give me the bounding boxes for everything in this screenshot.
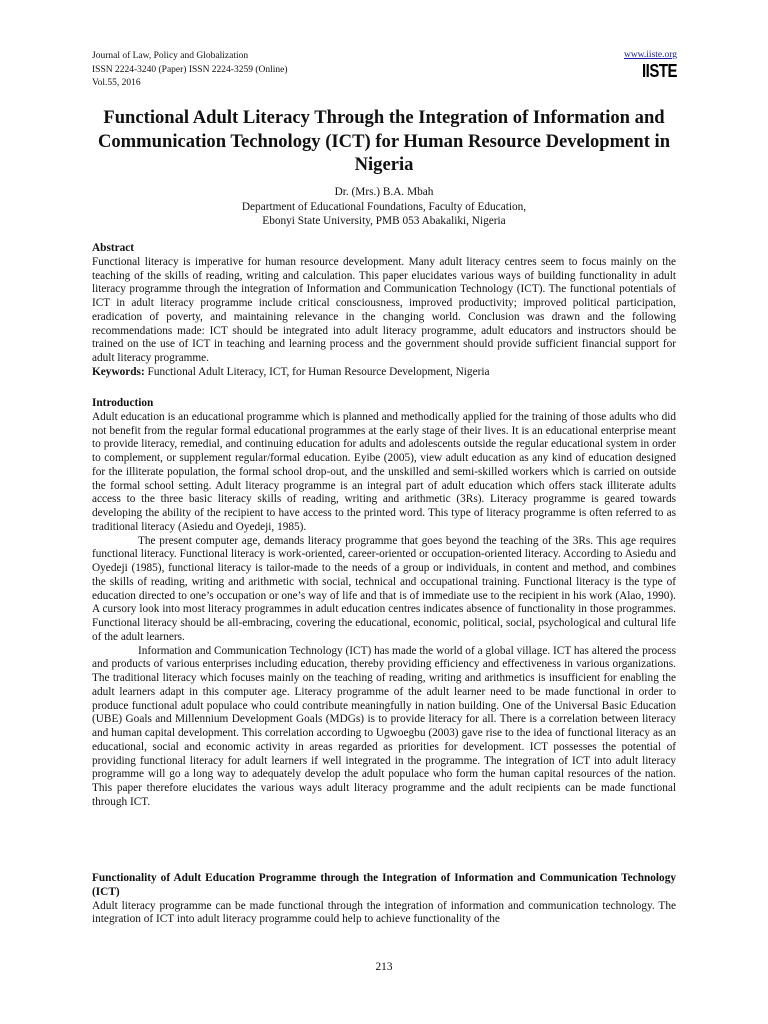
header-right (623, 50, 677, 82)
introduction-heading: Introduction (92, 397, 154, 409)
journal-issn: ISSN 2224-3240 (Paper) ISSN 2224-3259 (Online) (92, 64, 288, 75)
page-number: 213 (375, 961, 393, 973)
intro-paragraph-1: Adult education is an educational programme which is planned and methodically applied for the training of those adults who did not benefit from the regular formal educational programmes at the early stage of their lives. It is an educational enterprise meant to provide literacy, remedial, and continuing education for adults and adolescents outside the regular educational system in order to complement, or supplement regular/formal education. Eyibe (2005), view adult education as any kind of education designed for the illiterate population, the formal school drop-out, and the unskilled and semi-skilled workers which is carried on outside the formal school setting. Adult literacy programme is an integral part of adult education which offers stack illiterate adults access to the three basic literacy skills of reading, writing and arithmetic (3Rs). Literacy programme is geared towards developing the ability of the recipient to have access to the printed word. This type of literacy programme is often referred to as traditional literacy (Asiedu and Oyedeji, 1985). (92, 410, 676, 533)
keywords-label: Keywords: (92, 365, 145, 378)
iiste-logo: IISTE (641, 60, 677, 82)
section-functionality-text: Adult literacy programme can be made functional through the integration of information and communication technology. The integration of ICT into adult literacy programme could help to achieve functionality of the (92, 899, 676, 926)
website-link[interactable]: www.iiste.org (623, 50, 677, 60)
journal-header (92, 50, 288, 91)
author-name: Dr. (Mrs.) B.A. Mbah (334, 186, 434, 198)
section-functionality-heading: Functionality of Adult Education Programme through the Integration of Information and Communication Technology (ICT) (92, 872, 676, 898)
abstract-text: Functional literacy is imperative for human resource development. Many adult literacy centres seem to focus mainly on the teaching of the skills of reading, writing and calculation. This paper elucidates various ways of building functionality in adult literacy programme through the integration of Information and Communication Technology (ICT). The functional potentials of ICT in adult literacy programme include critical consciousness, improved productivity; improved political participation, eradication of poverty, and maintaining relevance in the changing world. Conclusion was drawn and the following recommendations made: ICT should be integrated into adult literacy programme, adult educators and instructors should be trained on the use of ICT in teaching and learning process and the government should provide sufficient financial support for adult literacy programme. (92, 255, 676, 364)
introduction-section (92, 397, 676, 810)
keywords-line (92, 366, 676, 380)
abstract-section (92, 242, 676, 380)
keywords-text: Functional Adult Literacy, ICT, for Human Resource Development, Nigeria (147, 365, 490, 378)
section-functionality (92, 872, 676, 927)
intro-paragraph-3: Information and Communication Technology (ICT) has made the world of a global village. ICT has altered the process and products of various enterprises including education, thereby providing efficiency and effectiveness in various organizations. The traditional literacy which focuses mainly on the teaching of reading, writing and arithmetics is insufficient for enabling the adult learners adapt in this computer age. Literacy programme of the adult learner need to be made functional in order to produce functional adult populace who could contribute meaningfully in nation building. One of the Universal Basic Education (UBE) Goals and Millennium Development Goals (MDGs) is to provide literacy for all. There is a correlation between literacy and human capital development. This correlation according to Ugwoegbu (2003) gave rise to the idea of functional literacy as an educational, social and economic activity in areas regarded as priorities for development. ICT possesses the potential of providing functional literacy for adult learners if well integrated in the programme. The integration of ICT into adult literacy programme will go a long way to adequately develop the adult populace who form the human capital resources of the nation. This paper therefore elucidates the various ways adult literacy programme and the adult recipients can be made functional through ICT. (92, 644, 676, 808)
paper-title: Functional Adult Literacy Through the Integration of Information and Communication Technology (ICT) for Human Resource Development in Nigeria (97, 107, 671, 175)
journal-name: Journal of Law, Policy and Globalization (92, 51, 249, 61)
intro-paragraph-2: The present computer age, demands literacy programme that goes beyond the teaching of the 3Rs. This age requires functional literacy. Functional literacy is work-oriented, career-oriented or occupation-oriented literacy. According to Asiedu and Oyedeji (1985), functional literacy is tailor-made to the needs of a group or individuals, in content and method, and combines the skills of reading, writing and arithmetic with social, technical and occupational training. Functional literacy is the type of education directed to one’s occupation or one’s way of life and that is of immediate use to the recipient in his work (Alao, 1990). A cursory look into most literacy programmes in adult education centres indicates absence of functionality in those programmes. Functional literacy should be all-embracing, covering the educational, economic, political, social, psychological and cultural life of the adult learners. (92, 534, 676, 643)
abstract-heading: Abstract (92, 242, 135, 254)
author-block (92, 185, 676, 229)
author-affiliation-2: Ebonyi State University, PMB 053 Abakaliki, Nigeria (262, 215, 506, 228)
journal-volume: Vol.55, 2016 (92, 78, 141, 88)
author-affiliation-1: Department of Educational Foundations, Faculty of Education, (241, 200, 527, 213)
